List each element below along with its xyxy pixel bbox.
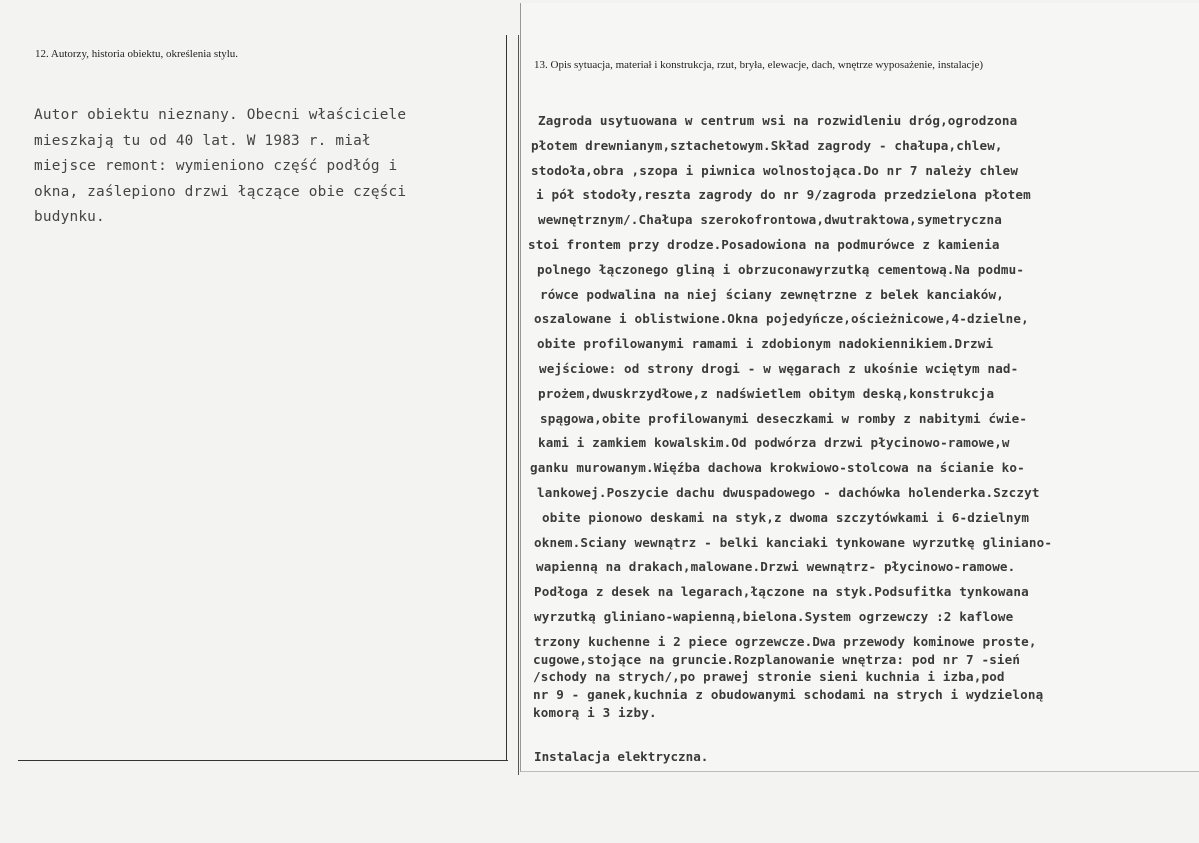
left-section [0,0,516,843]
text-line: wyrzutką gliniano-wapienną,bielona.System ogrzewczy :2 kaflowe [534,609,1014,624]
text-line: nr 9 - ganek,kuchnia z obudowanymi schodami na strych i wydzieloną [533,687,1044,703]
text-line: polnego łączonego gliną i obrzuconawyrzutką cementową.Na podmu- [537,261,1025,277]
text-line: Zagroda usytuowana w centrum wsi na rozwidleniu dróg,ogrodzona [538,113,1018,128]
text-line: /schody na strych/,po prawej stronie sieni kuchnia i izba,pod [533,669,1005,685]
text-line: kami i zamkiem kowalskim.Od podwórza drzwi płycinowo-ramowe,w [538,435,1010,451]
text-line: obite pionowo deskami na styk,z dwoma szczytówkami i 6-dzielnym [542,509,1030,525]
text-line: cugowe,stojące na gruncie.Rozplanowanie wnętrza: pod nr 7 -sień [533,651,1021,667]
section-13-footer: Instalacja elektryczna. [534,749,709,764]
text-line: budynku. [34,209,105,225]
text-line: stoi frontem przy drodze.Posadowiona na podmurówce z kamienia [528,237,1000,252]
text-line: stodoła,obra ,szopa i piwnica wolnostojąca.Do nr 7 należy chlew [531,162,1019,178]
text-line: obite profilowanymi ramami i zdobionym nadokiennikiem.Drzwi [537,336,994,352]
section-12-heading: 12. Autorzy, historia obiektu, określenia stylu. [35,48,239,60]
bottom-rule [18,760,508,761]
text-line: miejsce remont: wymieniono część podłóg i [34,158,398,174]
text-line: płotem drewnianym,sztachetowym.Skład zagrody - chałupa,chlew, [531,137,1003,153]
text-line: prożem,dwuskrzydłowe,z nadświetlem obitym deską,konstrukcja [538,385,995,401]
sheet-edge [518,35,519,775]
text-line: ganku murowanym.Więźba dachowa krokwiowo-stolcowa na ścianie ko- [530,460,1025,476]
text-line: komorą i 3 izby. [533,705,657,720]
text-line: oszalowane i oblistwione.Okna pojedyńcze,ościeżnicowe,4-dzielne, [534,311,1029,327]
section-12-text [34,103,504,231]
text-line: trzony kuchenne i 2 piece ogrzewcze.Dwa przewody kominowe proste, [534,633,1037,649]
text-line: rówce podwalina na niej ściany zewnętrzne z belek kanciaków, [540,286,1004,302]
text-line: lankowej.Poszycie dachu dwuspadowego - dachówka holenderka.Szczyt [537,485,1040,500]
text-line: wapienną na drakach,malowane.Drzwi wewnątrz- płycinowo-ramowe. [536,559,1016,575]
text-line: okna, zaślepiono drzwi łączące obie części [34,183,407,200]
text-line: spągowa,obite profilowanymi deseczkami w romby z nabitymi ćwie- [540,410,1028,426]
text-line: i pół stodoły,reszta zagrody do nr 9/zagroda przedzielona płotem [536,187,1031,203]
text-line: oknem.Sciany wewnątrz - belki kanciaki tynkowane wyrzutkę gliniano- [534,534,1053,550]
text-line: Autor obiektu nieznany. Obecni właściciele [34,107,407,123]
text-line: wejściowe: od strony drogi - w węgarach z ukośnie wciętym nad- [539,361,1019,376]
text-line: wewnętrznym/.Chałupa szerokofrontowa,dwutraktowa,symetryczna [538,212,1002,228]
text-line: Podłoga z desek na legarach,łączone na styk.Podsufitka tynkowana [534,584,1029,600]
section-13-heading: 13. Opis sytuacja, materiał i konstrukcja, rzut, bryła, elewacje, dach, wnętrze wyposażenie, instalacje) [534,59,983,71]
column-divider [506,35,507,760]
text-line: mieszkają tu od 40 lat. W 1983 r. miał [34,132,371,149]
